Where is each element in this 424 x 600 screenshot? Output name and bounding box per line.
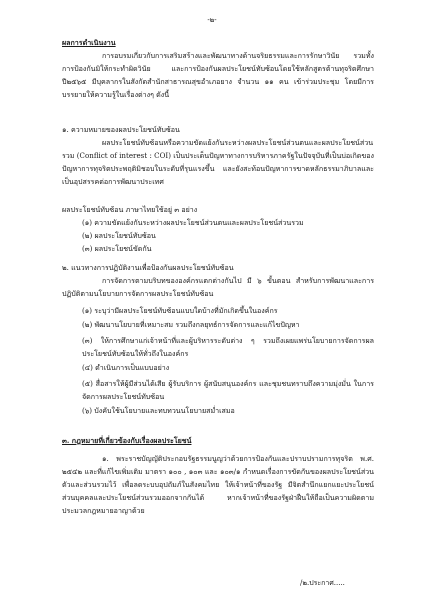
section-1-types [62, 204, 374, 256]
section-2-intro: การจัดการตามบริบทขององค์กรแตกต่างกันไป มี ๖ ขั้นตอน สำหรับการพัฒนาและการปฏิบัติตามนโยบายการจัดการผลประโยชน์ทับซ้อน [62, 275, 374, 298]
section-3 [62, 435, 374, 448]
section-2-step [62, 335, 374, 361]
section-2-step [62, 378, 374, 404]
types-heading: ผลประโยชน์ทับซ้อน ภาษาไทยใช้อยู่ ๓ อย่าง [62, 205, 198, 214]
section-2 [62, 262, 374, 301]
type-item: (๓) ผลประโยชน์ขัดกัน [82, 243, 152, 253]
step-item: (๕) สื่อสารให้ผู้มีส่วนได้เสีย ผู้รับบริการ ผู้สนับสนุนองค์กร และชุมชนทราบถึงความมุ่งมั่น ในการจัดการผลประโยชน์ทับซ้อน [82, 379, 374, 401]
step-item: (๒) พัฒนานโยบายที่เหมาะสม รวมถึงกลยุทธ์การจัดการและแก้ไขปัญหา [82, 320, 300, 329]
step-item: (๓) ให้การศึกษาแก่เจ้าหน้าที่และผู้บริหารระดับต่าง ๆ รวมถึงเผยแพร่นโยบายการจัดการผลประโยชน์ทับซ้อนให้ทั่วถึงในองค์กร [82, 336, 374, 358]
section-2-step [62, 405, 374, 418]
step-item: (๑) ระบุว่ามีผลประโยชน์ทับซ้อนแบบใดบ้างที่มักเกิดขึ้นในองค์กร [82, 306, 278, 315]
step-item: (๔) ดำเนินการเป็นแบบอย่าง [82, 363, 170, 372]
section-method-heading: ผลการดำเนินงาน [62, 38, 116, 47]
section-2-step [62, 362, 374, 375]
section-1-heading: ๑. ความหมายของผลประโยชน์ทับซ้อน [62, 125, 180, 134]
footer-continuation: /๒.ประกาศ..... [300, 579, 345, 587]
type-item: (๒) ผลประโยชน์ทับซ้อน [82, 230, 156, 240]
section-method-body: การอบรมเกี่ยวกับการเสริมสร้างและพัฒนาทางด้านจริยธรรมและการรักษาวินัย รวมทั้งการป้องกันมิให้กระทำผิดวินัย และการป้องกันผลประโยชน์ทับซ้อนโดยใช้หลักสูตรต้านทุจริตศึกษา ปี๒๕๖๕ มีบุคลากรในสังกัดสำนักสาธารณสุขอำเภอยาง จำนวน ๑๑ คน เข้าร่วมประชุม โดยมีการบรรยายให้ความรู้ในเรื่องต่างๆ ดังนี้ [62, 50, 374, 99]
section-3-body-block [62, 453, 374, 518]
section-2-step [62, 319, 374, 332]
step-item: (๖) บังคับใช้นโยบายและทบทวนนโยบายสม่ำเสมอ [82, 406, 235, 415]
section-1-body: ผลประโยชน์ทับซ้อนหรือความขัดแย้งกันระหว่างผลประโยชน์ส่วนตนและผลประโยชน์ส่วนรวม (Conflict of interest : COI) เป็นประเด็นปัญหาทางการบริหารภาครัฐในปัจจุบันที่เป็นบ่อเกิดของปัญหาการทุจริตประพฤติมิชอบในระดับที่รุนแรงขึ้น และยังสะท้อนปัญหาการขาดหลักธรรมาภิบาลและเป็นอุปสรรคต่อการพัฒนาประเทศ [62, 137, 374, 186]
section-2-heading: ๒. แนวทางการปฏิบัติงานเพื่อป้องกันผลประโยชน์ทับซ้อน [62, 263, 234, 272]
section-1 [62, 124, 374, 189]
section-2-step [62, 305, 374, 318]
section-3-heading: ๓. กฎหมายที่เกี่ยวข้องกับเรื่องผลประโยชน์ [62, 436, 192, 445]
section-3-body: ๑. พระราชบัญญัติประกอบรัฐธรรมนูญว่าด้วยการป้องกันและปราบปรามการทุจริต พ.ศ. ๒๕๔๒ และที่แก้ไขเพิ่มเติม มาตรา ๑๐๐ , ๑๐๓ และ ๑๐๓/๑ กำหนดเรื่องการขัดกันของผลประโยชน์ส่วนตัวและส่วนรวมไว้ เพื่อลดระบบอุปถัมภ์ในสังคมไทย ให้เจ้าหน้าที่ของรัฐ มีจิตสำนึกแยกแยะประโยชน์ส่วนบุคคลและประโยชน์ส่วนรวมออกจากกันได้ หากเจ้าหน้าที่ของรัฐฝ่าฝืนให้ถือเป็นความผิดตามประมวลกฎหมายอาญาด้วย [62, 454, 374, 515]
type-item: (๑) ความขัดแย้งกันระหว่างผลประโยชน์ส่วนตนและผลประโยชน์ส่วนรวม [82, 217, 304, 227]
page-number: -๒- [207, 16, 217, 24]
section-method [62, 37, 374, 102]
